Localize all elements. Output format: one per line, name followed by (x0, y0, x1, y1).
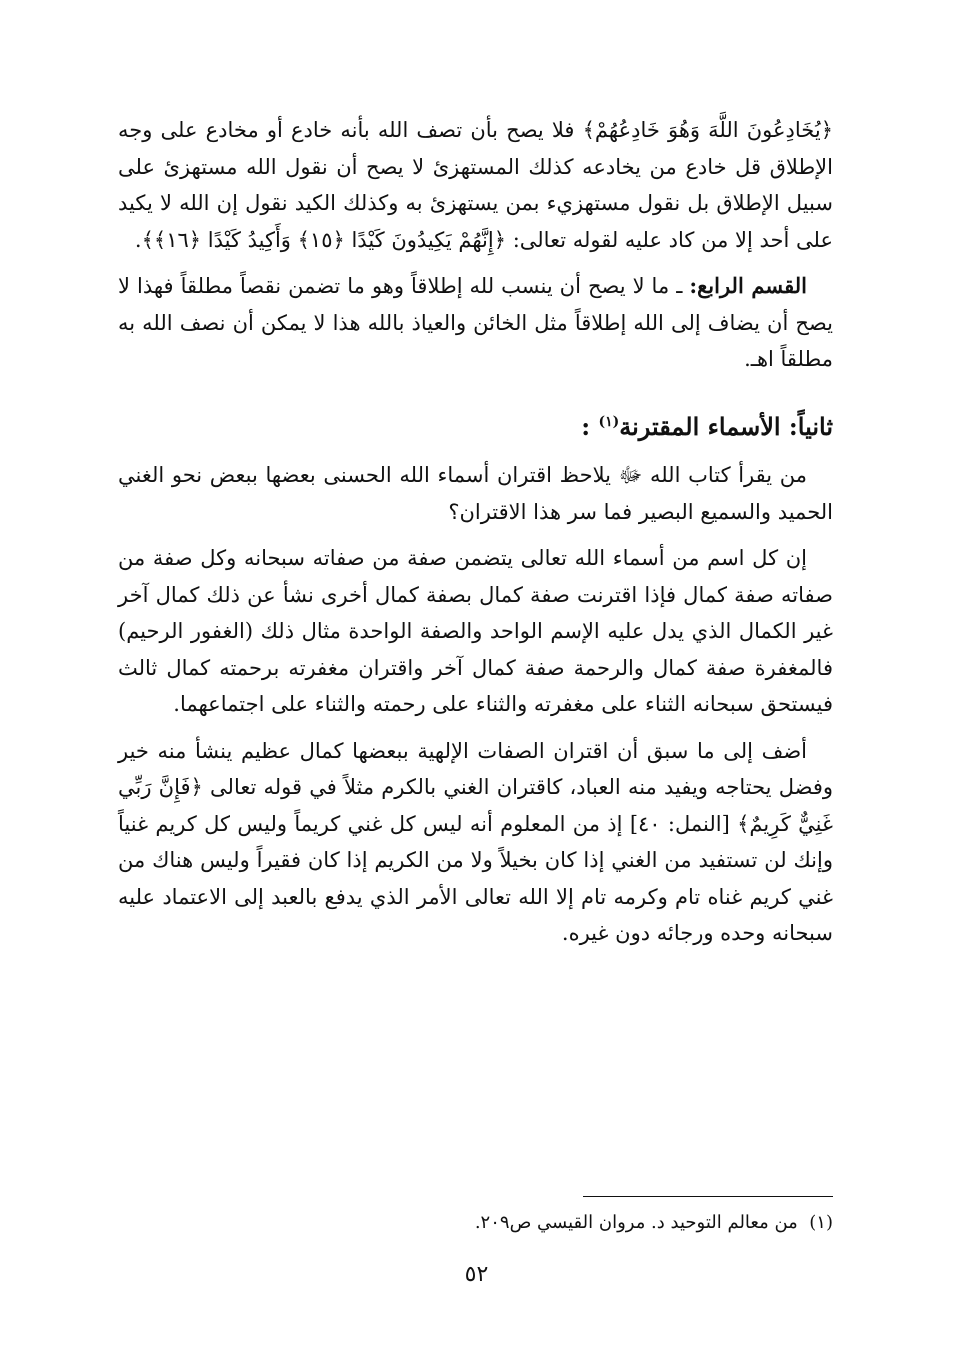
footnote (118, 1208, 833, 1238)
footnote-marker: (١) (809, 1212, 833, 1233)
page-number: ٥٢ (464, 1262, 489, 1287)
section-label: القسم الرابع: (689, 273, 807, 298)
quran-verse: ﴿يُخَادِعُونَ اللَّهَ وَهُوَ خَادِعُهُمْ﴾ (582, 118, 834, 142)
heading-text: ثانياً: الأسماء المقترنة (619, 411, 833, 441)
quran-verse: ﴿فَإِنَّ رَبِّي غَنِيٌّ كَرِيمٌ﴾ (118, 775, 833, 836)
paragraph-text: أضف إلى ما سبق أن اقتران الصفات الإلهية ببعضها كمال عظيم ينشأ منه خير وفضل يحتاجه ويفيد منه العباد، كاقتران الغني بالكرم مثلاً في قوله تعالى (118, 738, 834, 799)
main-text (118, 112, 833, 962)
paragraph-4: إن كل اسم من أسماء الله تعالى يتضمن صفة من صفاته سبحانه وكل صفة من صفاته صفة كمال فإذا اقترنت صفة كمال بصفة كمال أخرى نشأ عن ذلك كمال آخر غير الكمال الذي يدل عليه الإسم الواحد والصفة الواحدة مثال ذلك (الغفور الرحيم) فالمغفرة صفة كمال والرحمة صفة كمال آخر واقتران مغفرته برحمته كمال ثالث فيستحق سبحانه الثناء على مغفرته والثناء على رحمته والثناء على اجتماعهما. (118, 546, 833, 716)
paragraph-text: فلا يصح بأن تصف الله بأنه خادع أو مخادع على وجه الإطلاق قل خادع من يخادعه كذلك المستهزئ لا يصح أن نقول الله مستهزئ على سبيل الإطلاق بل نقول مستهزيء بمن يستهزئ به وكذلك الكيد نقول إن الله لا يكيد على أحد إلا من كاد عليه لقوله تعالى: (118, 118, 833, 252)
paragraph-3: من يقرأ كتاب الله ﷻ يلاحظ اقتران أسماء الله الحسنى بعضها ببعض نحو الغني الحميد والسميع البصير فما سر هذا الاقتران؟ (118, 463, 833, 524)
paragraph-text: ـ ما لا يصح أن ينسب لله إطلاقاً وهو ما تضمن نقصاً مطلقاً فهذا لا يصح أن يضاف إلى الله إطلاقاً مثل الخائن والعياذ بالله هذا لا يمكن أن نصف الله به مطلقاً اهـ. (118, 274, 833, 371)
footnote-text: من معالم التوحيد د. مروان القيسي ص٢٠٩. (474, 1212, 798, 1233)
section-heading (118, 404, 833, 446)
heading-colon: : (581, 411, 591, 441)
footnote-ref[interactable]: (١) (598, 413, 620, 430)
footnote-divider (583, 1196, 833, 1197)
paragraph-1 (118, 112, 833, 258)
paragraph-text: [النمل: ٤٠] إذ من المعلوم أنه ليس كل غني كريماً وليس كل كريم غنياً وإنك لن تستفيد من الغني إذا كان بخيلاً ولا من الكريم إذا كان فقيراً وليس هناك من غني كريم غناه تام وكرمه تام إلا الله تعالى الأمر الذي يدفع بالعبد إلى الاعتماد عليه سبحانه وحده ورجائه دون غيره. (118, 811, 833, 945)
paragraph-2 (118, 268, 833, 378)
paragraph-5 (118, 733, 833, 952)
quran-verse: ﴿إِنَّهُمْ يَكِيدُونَ كَيْدًا ﴿١٥﴾ وَأَكِيدُ كَيْدًا ﴿١٦﴾﴾. (134, 227, 507, 252)
